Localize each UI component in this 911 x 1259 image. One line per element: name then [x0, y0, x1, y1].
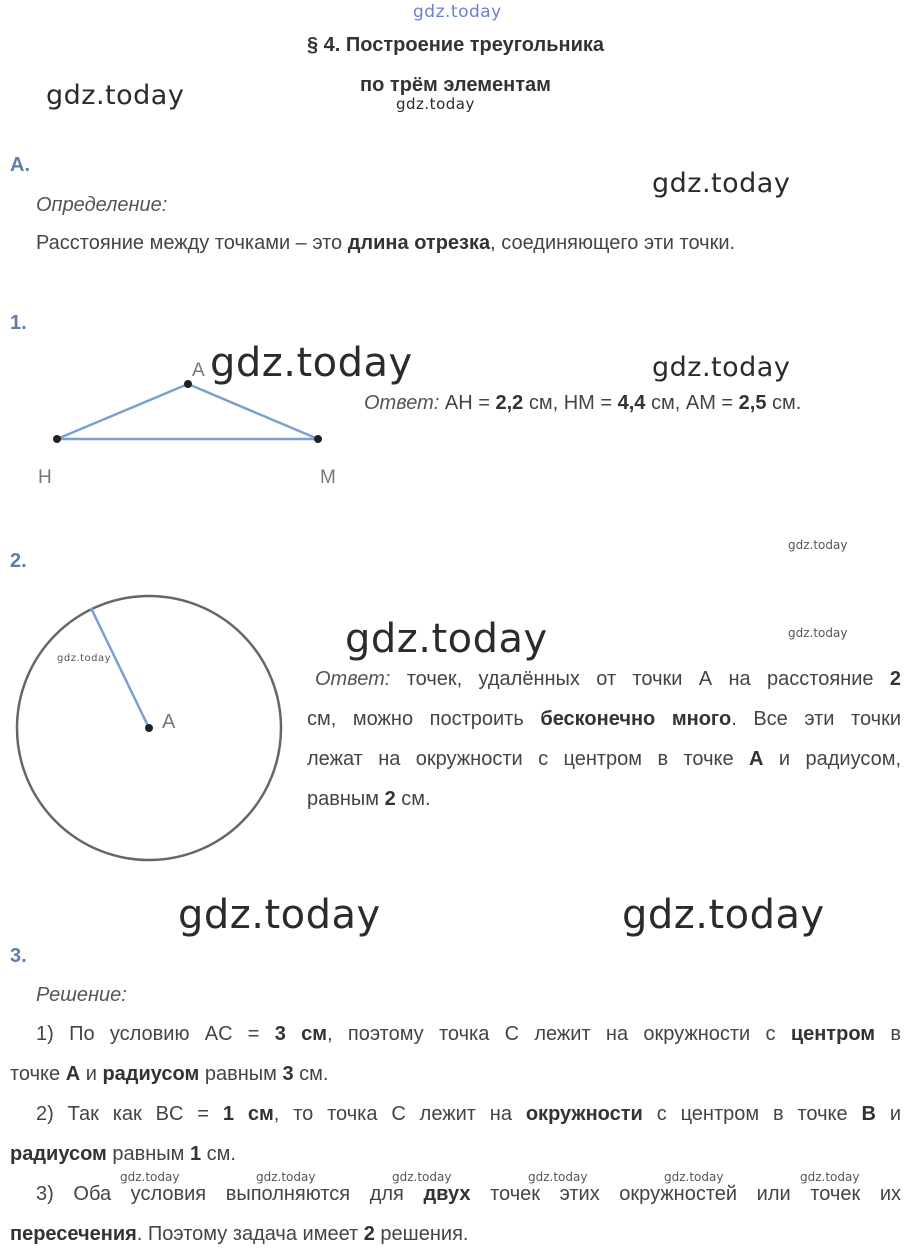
segment-ah	[57, 384, 188, 439]
task2-answer: Ответ: точек, удалённых от точки А на расстояние 2 см, можно построить бесконечно много. Все эти точки лежат на окружности с центром в точке А и радиусом, равным 2 см.	[307, 668, 901, 810]
task-number: 3.	[10, 945, 27, 967]
watermark-top: gdz.today	[413, 2, 502, 22]
page-title: § 4. Построение треугольника	[306, 34, 605, 56]
center-point	[145, 724, 153, 732]
watermark: gdz.today	[528, 1170, 588, 1184]
center-label: A	[162, 711, 176, 733]
watermark: gdz.today	[652, 352, 791, 383]
point-h-label: H	[38, 467, 52, 488]
watermark: gdz.today	[57, 653, 112, 664]
watermark: gdz.today	[652, 168, 791, 199]
definition-text: Расстояние между точками – это длина отрезка, соединяющего эти точки.	[36, 232, 736, 254]
triangle-figure	[0, 340, 360, 500]
watermark: gdz.today	[788, 626, 848, 640]
solution-text: 1) По условию AC = 3 см, поэтому точка С лежит на окружности с центром в точке А и радиусом равным 3 см. 2) Так как BC = 1 см, то точка С лежит на окружности с центром в точке В и радиусом равным 1 см. 3) Оба условия выполняются для двух точек этих окружностей или точек их пересечения. Поэтому задача имеет 2 решения.	[10, 1023, 901, 1245]
watermark: gdz.today	[392, 1170, 452, 1184]
point-m	[314, 435, 322, 443]
point-a-label: A	[192, 360, 205, 381]
point-m-label: M	[320, 467, 336, 488]
watermark: gdz.today	[46, 80, 185, 111]
watermark: gdz.today	[800, 1170, 860, 1184]
section-label: А.	[10, 154, 30, 176]
point-a	[184, 380, 192, 388]
definition-label: Определение:	[36, 194, 168, 216]
watermark: gdz.today	[178, 892, 381, 938]
watermark: gdz.today	[622, 892, 825, 938]
task-number: 1.	[10, 312, 27, 334]
page-subtitle: по трём элементам	[360, 74, 551, 96]
watermark: gdz.today	[788, 538, 848, 552]
solution-label: Решение:	[36, 984, 127, 1006]
watermark: gdz.today	[256, 1170, 316, 1184]
task-number: 2.	[10, 550, 27, 572]
watermark: gdz.today	[664, 1170, 724, 1184]
watermark: gdz.today	[120, 1170, 180, 1184]
segment-am	[188, 384, 318, 439]
watermark: gdz.today	[396, 95, 475, 113]
watermark: gdz.today	[345, 616, 548, 662]
task1-answer: Ответ: AH = 2,2 см, HM = 4,4 см, AM = 2,5 см.	[364, 392, 802, 414]
radius-segment	[91, 608, 149, 728]
point-h	[53, 435, 61, 443]
circle-figure	[0, 580, 300, 880]
watermark: gdz.today	[210, 340, 413, 386]
